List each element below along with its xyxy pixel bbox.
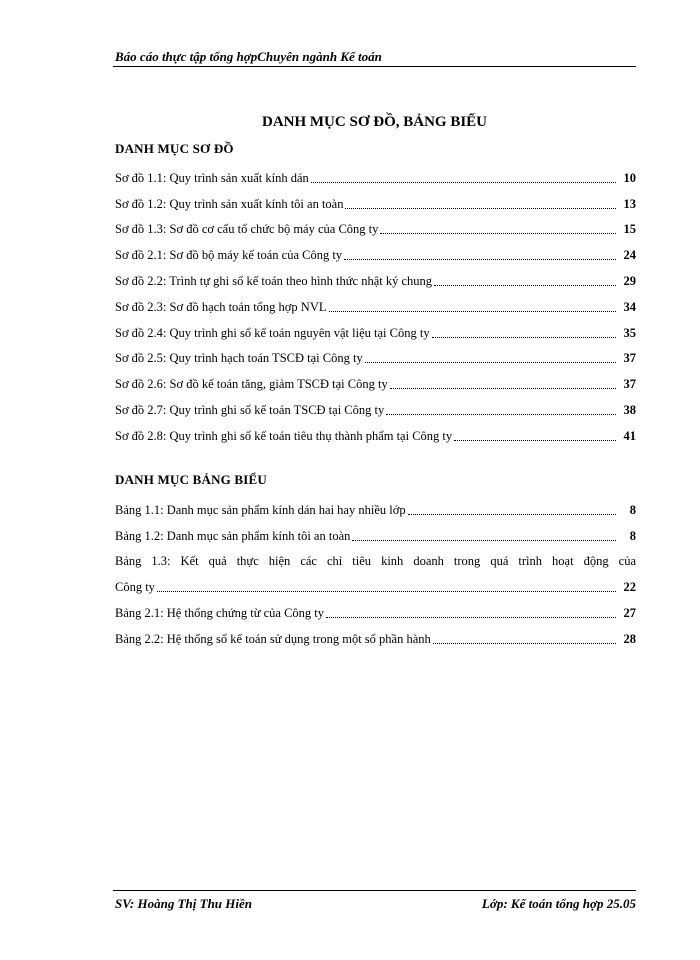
toc-entry-page: 38 — [623, 402, 636, 417]
footer-student-name: SV: Hoàng Thị Thu Hiền — [115, 896, 253, 911]
dot-leader — [408, 514, 616, 515]
header-rule — [113, 66, 636, 67]
dot-leader — [329, 311, 617, 312]
toc-entry-page: 10 — [623, 170, 636, 185]
toc-entry-page: 8 — [629, 528, 636, 543]
toc-entry-wrapped-continuation[interactable] — [115, 569, 636, 595]
dot-leader — [365, 362, 616, 363]
toc-entry[interactable] — [115, 418, 636, 444]
toc-entry[interactable] — [115, 492, 636, 518]
dot-leader — [352, 540, 616, 541]
dot-leader — [345, 208, 616, 209]
toc-entry-label-continuation: Công ty — [115, 580, 155, 595]
toc-entry-label: Sơ đồ 1.2: Quy trình sản xuất kính tôi an toàn — [115, 196, 344, 211]
toc-entry[interactable] — [115, 315, 636, 341]
toc-entry[interactable] — [115, 595, 636, 621]
toc-entry-wrapped-first-line[interactable] — [115, 544, 636, 570]
footer-rule — [113, 890, 636, 891]
toc-entry[interactable] — [115, 186, 636, 212]
footer-class-name: Lớp: Kế toán tổng hợp 25.05 — [481, 896, 636, 911]
toc-entry-label: Bảng 2.2: Hệ thống sổ kế toán sử dụng trong một số phần hành — [115, 631, 431, 646]
diagram-list — [115, 160, 636, 444]
table-list — [115, 492, 636, 647]
toc-entry-label: Bảng 1.3: Kết quả thực hiện các chỉ tiêu kinh doanh trong quá trình hoạt động của — [115, 554, 636, 569]
toc-entry[interactable] — [115, 289, 636, 315]
diagrams-heading: DANH MỤC SƠ ĐỒ — [115, 141, 234, 156]
toc-entry-label: Sơ đồ 2.1: Sơ đồ bộ máy kế toán của Công ty — [115, 248, 343, 263]
dot-leader — [157, 591, 616, 592]
toc-entry-label: Bảng 1.1: Danh mục sản phẩm kính dán hai hay nhiều lớp — [115, 502, 406, 517]
toc-entry-label: Sơ đồ 1.1: Quy trình sản xuất kính dán — [115, 170, 309, 185]
dot-leader — [386, 414, 616, 415]
dot-leader — [380, 233, 616, 234]
toc-entry[interactable] — [115, 392, 636, 418]
toc-entry-label: Sơ đồ 2.2: Trình tự ghi sổ kế toán theo hình thức nhật ký chung — [115, 273, 433, 288]
toc-entry-page: 37 — [623, 377, 636, 392]
toc-entry-label: Bảng 2.1: Hệ thống chứng từ của Công ty — [115, 605, 325, 620]
toc-entry-label: Sơ đồ 2.6: Sơ đồ kế toán tăng, giảm TSCĐ tại Công ty — [115, 377, 388, 392]
toc-entry[interactable] — [115, 237, 636, 263]
dot-leader — [432, 337, 616, 338]
toc-entry-page: 35 — [623, 325, 636, 340]
dot-leader — [326, 617, 616, 618]
toc-entry-label: Sơ đồ 2.7: Quy trình ghi sổ kế toán TSCĐ tại Công ty — [115, 402, 385, 417]
toc-entry-page: 8 — [629, 502, 636, 517]
toc-entry-page: 13 — [623, 196, 636, 211]
toc-entry-label: Sơ đồ 2.8: Quy trình ghi sổ kế toán tiêu thụ thành phẩm tại Công ty — [115, 428, 453, 443]
toc-entry[interactable] — [115, 341, 636, 367]
toc-entry-label: Bảng 1.2: Danh mục sản phẩm kính tôi an toàn — [115, 528, 351, 543]
toc-entry[interactable] — [115, 160, 636, 186]
page-title: DANH MỤC SƠ ĐỒ, BẢNG BIỂU — [261, 114, 487, 130]
toc-entry-page: 34 — [623, 299, 636, 314]
page-header: Báo cáo thực tập tổng hợpChuyên ngành Kế toán — [115, 49, 382, 64]
dot-leader — [454, 440, 616, 441]
dot-leader — [311, 182, 616, 183]
toc-entry-page: 22 — [623, 580, 636, 595]
toc-entry-label: Sơ đồ 2.4: Quy trình ghi sổ kế toán nguyên vật liệu tại Công ty — [115, 325, 430, 340]
toc-entry-page: 37 — [623, 351, 636, 366]
tables-heading: DANH MỤC BẢNG BIỂU — [115, 472, 268, 487]
toc-entry[interactable] — [115, 366, 636, 392]
toc-entry-page: 15 — [623, 222, 636, 237]
toc-entry-label: Sơ đồ 2.3: Sơ đồ hạch toán tổng hợp NVL — [115, 299, 327, 314]
toc-entry[interactable] — [115, 212, 636, 238]
dot-leader — [434, 285, 616, 286]
dot-leader — [433, 643, 616, 644]
toc-entry-label: Sơ đồ 1.3: Sơ đồ cơ cấu tổ chức bộ máy của Công ty — [115, 222, 379, 237]
toc-entry-page: 41 — [623, 428, 636, 443]
toc-entry-page: 29 — [623, 273, 636, 288]
toc-entry-label: Sơ đồ 2.5: Quy trình hạch toán TSCĐ tại Công ty — [115, 351, 363, 366]
dot-leader — [390, 388, 616, 389]
toc-entry-page: 28 — [623, 631, 636, 646]
toc-entry-page: 27 — [623, 605, 636, 620]
toc-entry[interactable] — [115, 518, 636, 544]
toc-entry-page: 24 — [623, 248, 636, 263]
toc-entry[interactable] — [115, 263, 636, 289]
dot-leader — [344, 259, 616, 260]
toc-entry[interactable] — [115, 621, 636, 647]
